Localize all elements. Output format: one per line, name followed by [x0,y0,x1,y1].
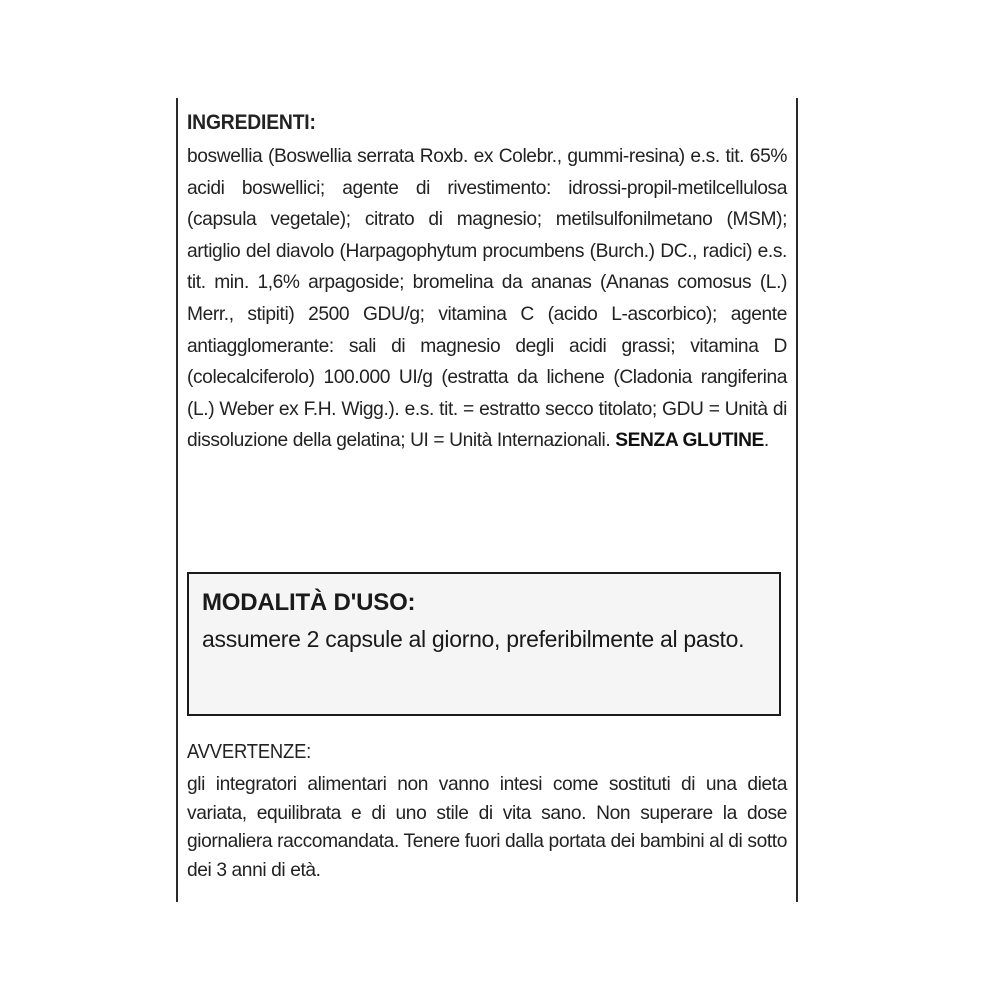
usage-title: MODALITÀ D'USO: [202,589,416,616]
ingredients-text [187,141,787,457]
warnings-section [187,739,787,885]
usage-text: assumere 2 capsule al giorno, preferibilmente al pasto. [202,626,745,652]
warnings-text: gli integratori alimentari non vanno intesi come sostituti di una dieta variata, equilibrata e di uno stile di vita sano. Non superare la dose giornaliera raccomandata. Tenere fuori dalla portata dei bambini al di sotto dei 3 anni di età. [187,774,787,881]
label-panel [176,98,798,902]
gluten-free-label: SENZA GLUTINE [615,430,764,452]
ingredients-section [187,110,787,457]
usage-box [187,572,781,716]
ingredients-title: INGREDIENTI: [187,111,316,134]
ingredients-body: boswellia (Boswellia serrata Roxb. ex Colebr., gummi-resina) e.s. tit. 65% acidi boswellici; agente di rivestimento: idrossi-propil-metilcellulosa (capsula vegetale); citrato di magnesio; metilsulfonilmetano (MSM); artiglio del diavolo (Harpagophytum procumbens (Burch.) DC., radici) e.s. tit. min. 1,6% arpagoside; bromelina da ananas (Ananas comosus (L.) Merr., stipiti) 2500 GDU/g; vitamina C (acido L-ascorbico); agente antiagglomerante: sali di magnesio degli acidi grassi; vitamina D (colecalciferolo) 100.000 UI/g (estratta da lichene (Cladonia rangiferina (L.) Weber ex F.H. Wigg.). e.s. tit. = estratto secco titolato; GDU = Unità di dissoluzione della gelatina; UI = Unità Internazionali. [187,146,787,452]
warnings-title: AVVERTENZE: [187,741,312,763]
ingredients-end-punct: . [763,430,769,452]
right-border-rule [796,98,798,902]
left-border-rule [176,98,178,902]
